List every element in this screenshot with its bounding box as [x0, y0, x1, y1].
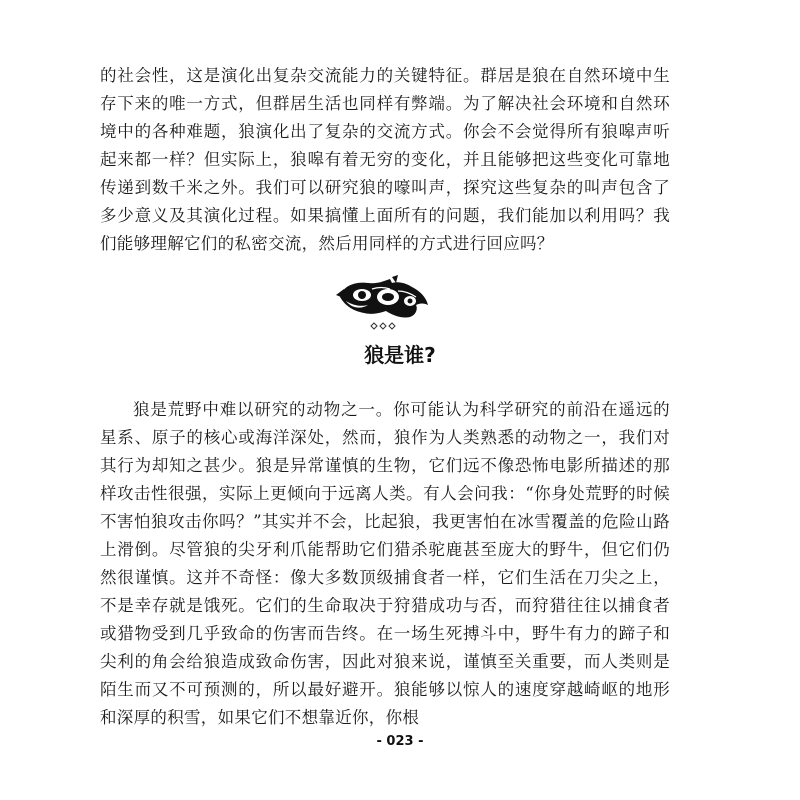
- body-paragraph-2: 狼是荒野中难以研究的动物之一。你可能认为科学研究的前沿在遥远的星系、原子的核心或海洋深处，然而，狼作为人类熟悉的动物之一，我们对其行为却知之甚少。狼是异常谨慎的生物，它们远不像恐怖电影所描述的那样攻击性很强，实际上更倾向于远离人类。有人会问我：“你身处荒野的时候不害怕狼攻击你吗？”其实并不会，比起狼，我更害怕在冰雪覆盖的危险山路上滑倒。尽管狼的尖牙利爪能帮助它们猎杀驼鹿甚至庞大的野牛，但它们仍然很谨慎。这并不奇怪：像大多数顶级捕食者一样，它们生活在刀尖之上，不是幸存就是饿死。它们的生命取决于狩猎成功与否，而狩猎往往以捕食者或猎物受到几乎致命的伤害而告终。在一场生死搏斗中，野牛有力的蹄子和尖利的角会给狼造成致命伤害，因此对狼来说，谨慎至关重要，而人类则是陌生而又不可预测的，所以最好避开。狼能够以惊人的速度穿越崎岖的地形和深厚的积雪，如果它们不想靠近你，你根: [100, 400, 670, 727]
- page-number: - 023 -: [376, 734, 424, 749]
- diamond-divider-icon: [370, 322, 396, 330]
- wolf-emblem-icon: [332, 275, 432, 321]
- body-paragraph-1: 的社会性，这是演化出复杂交流能力的关键特征。群居是狼在自然环境中生存下来的唯一方式，但群居生活也同样有弊端。为了解决社会环境和自然环境中的各种难题，狼演化出了复杂的交流方式。你会不会觉得所有狼嗥声听起来都一样？但实际上，狼嗥有着无穷的变化，并且能够把这些变化可靠地传递到数千米之外。我们可以研究狼的嚎叫声，探究这些复杂的叫声包含了多少意义及其演化过程。如果搞懂上面所有的问题，我们能加以利用吗？我们能够理解它们的私密交流，然后用同样的方式进行回应吗？: [100, 66, 670, 253]
- section-title: 狼是谁?: [364, 343, 436, 367]
